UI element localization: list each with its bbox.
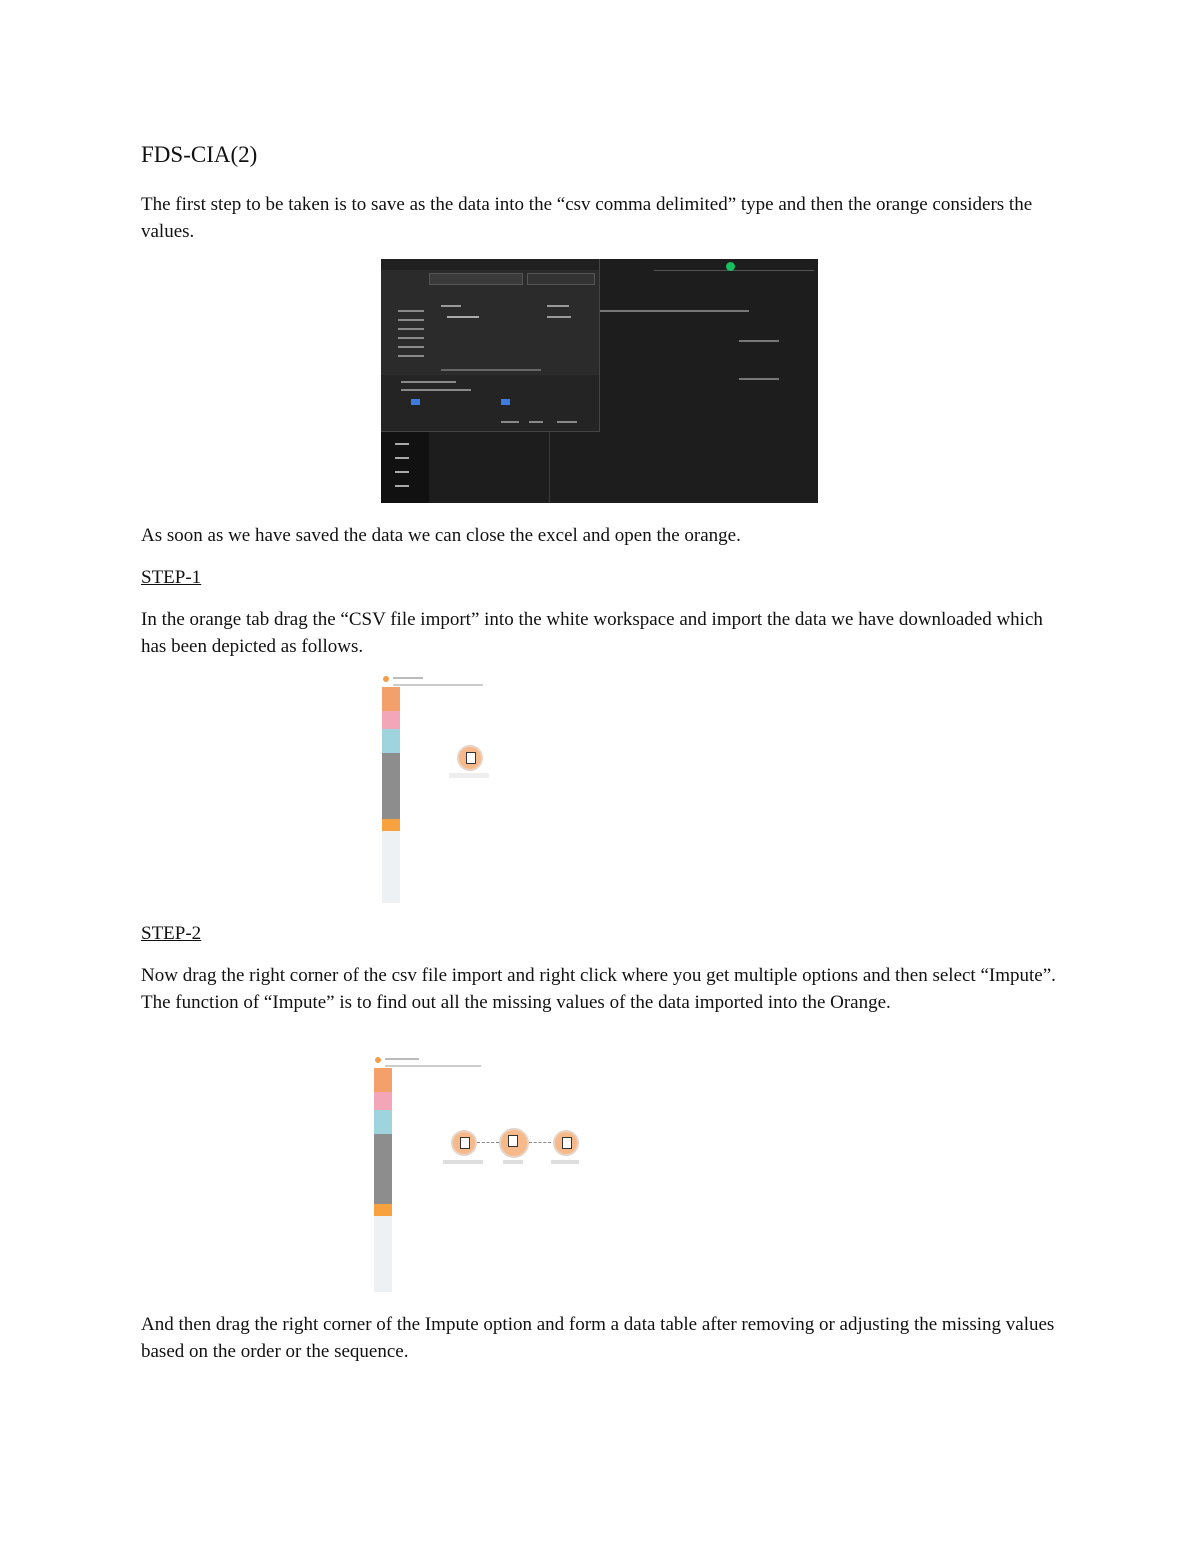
widget-label-placeholder bbox=[551, 1160, 579, 1164]
step1-paragraph: In the orange tab drag the “CSV file import” into the white workspace and import the data we have downloaded which has been depicted as follows. bbox=[141, 609, 1043, 657]
orange-csv-import-screenshot bbox=[381, 673, 818, 903]
step2-heading: STEP-2 bbox=[141, 923, 202, 944]
widget-label-placeholder bbox=[449, 773, 489, 778]
final-paragraph: And then drag the right corner of the Impute option and form a data table after removing or adjusting the missing values based on the order or the sequence. bbox=[141, 1314, 1055, 1362]
save-as-dialog-screenshot bbox=[381, 259, 818, 503]
address-bar bbox=[429, 273, 523, 285]
save-type-icon bbox=[411, 399, 420, 405]
orange-logo-icon bbox=[383, 676, 389, 682]
csv-file-import-widget-icon bbox=[451, 1130, 477, 1156]
link-impute-to-table bbox=[529, 1142, 551, 1144]
widget-toolbar bbox=[374, 1068, 392, 1292]
orange-impute-workflow-screenshot bbox=[373, 1054, 821, 1292]
data-table-widget-icon bbox=[553, 1130, 579, 1156]
link-csv-to-impute bbox=[477, 1142, 499, 1144]
widget-label-placeholder bbox=[443, 1160, 483, 1164]
tools-icon bbox=[501, 399, 510, 405]
save-dialog-window bbox=[381, 259, 600, 432]
excel-side-nav bbox=[381, 431, 429, 503]
page-title: FDS-CIA(2) bbox=[141, 142, 258, 167]
step2-paragraph: Now drag the right corner of the csv file import and right click where you get multiple options and then select “Impute”. The function of “Impute” is to find out all the missing values of the data imported into the Orange. bbox=[141, 965, 1056, 1013]
widget-toolbar bbox=[382, 687, 400, 903]
orange-menu-bar bbox=[381, 673, 818, 687]
dialog-title-bar bbox=[381, 259, 599, 270]
csv-file-import-widget-icon bbox=[457, 745, 483, 771]
search-field bbox=[527, 273, 595, 285]
folder-tree bbox=[386, 303, 432, 373]
orange-logo-icon bbox=[375, 1057, 381, 1063]
intro-paragraph: The first step to be taken is to save as the data into the “csv comma delimited” type and then the orange considers the values. bbox=[141, 194, 1033, 242]
after-save-paragraph: As soon as we have saved the data we can close the excel and open the orange. bbox=[141, 525, 741, 546]
widget-label-placeholder bbox=[503, 1160, 523, 1164]
impute-widget-icon bbox=[499, 1128, 529, 1158]
status-indicator-icon bbox=[726, 262, 735, 271]
dialog-footer bbox=[381, 375, 599, 431]
step1-heading: STEP-1 bbox=[141, 567, 202, 588]
orange-menu-bar bbox=[373, 1054, 821, 1068]
